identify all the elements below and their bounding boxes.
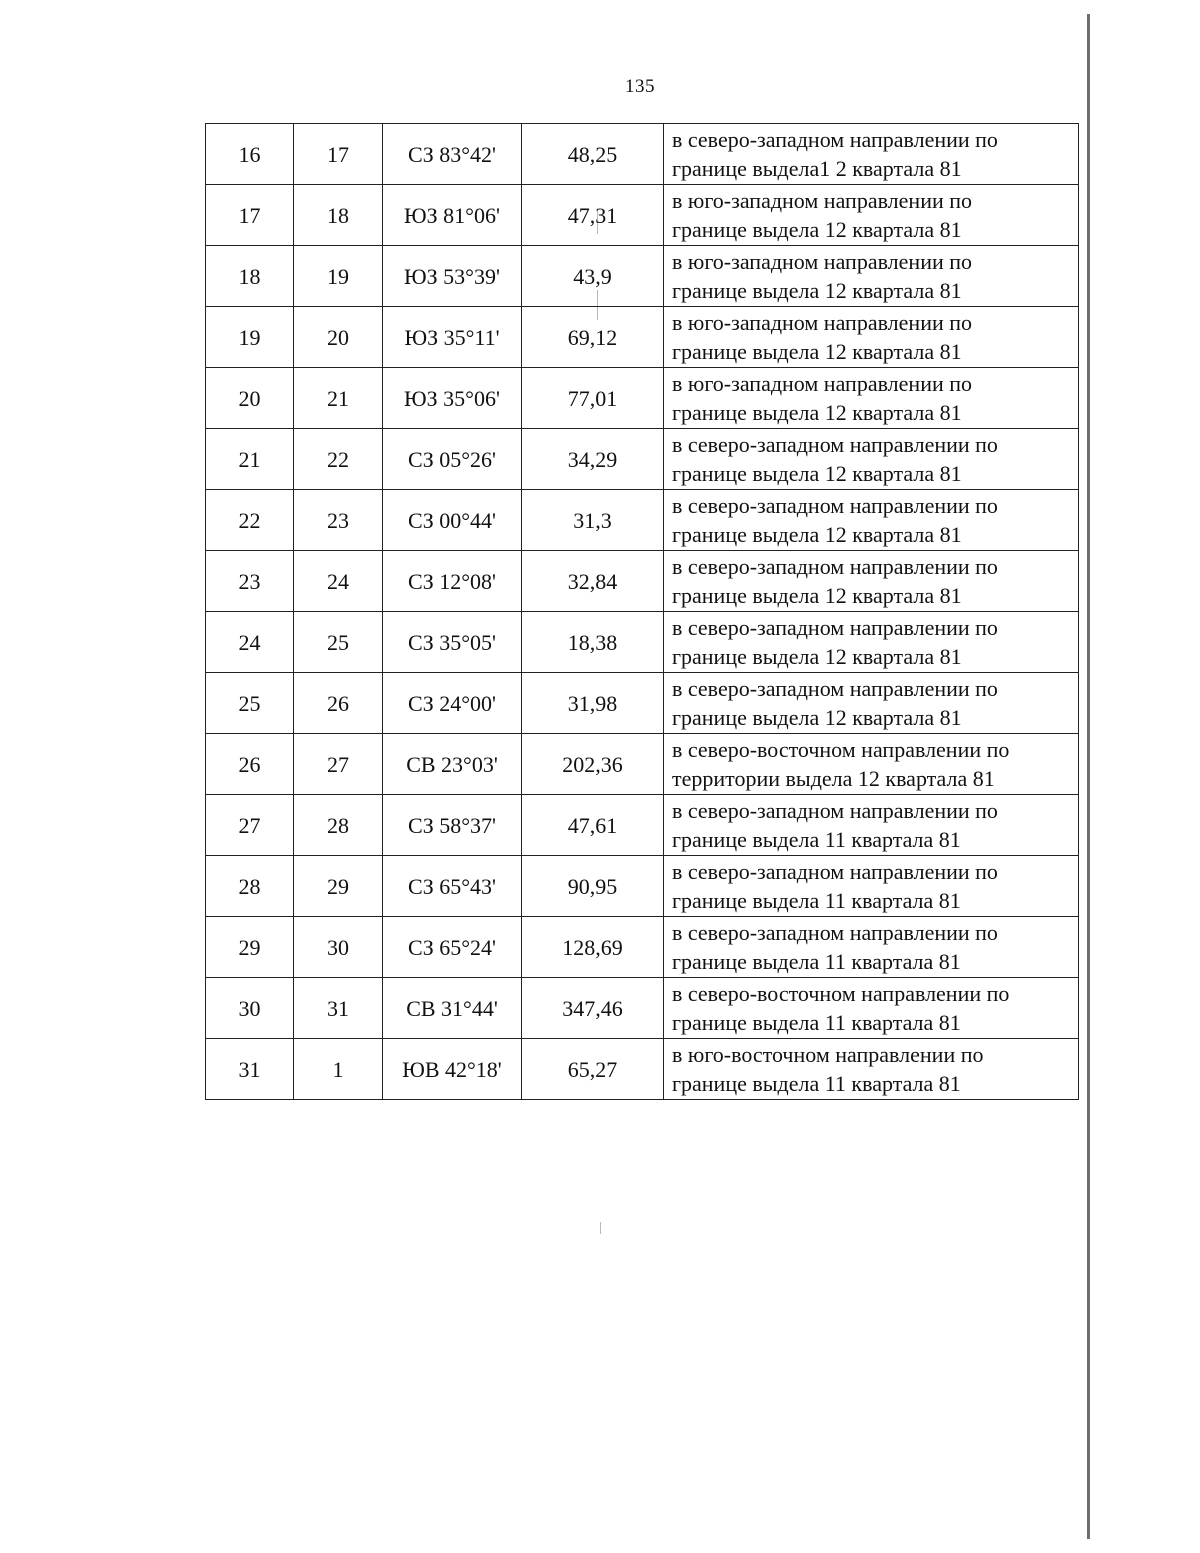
table-row: [206, 307, 1079, 368]
table-row: [206, 673, 1079, 734]
description-line: в юго-западном направлении по: [672, 188, 973, 213]
description-line: границе выдела 12 квартала 81: [672, 644, 962, 669]
table-row: [206, 917, 1079, 978]
description-cell: [664, 673, 1079, 734]
distance-cell: 18,38: [522, 612, 664, 673]
distance-cell: 128,69: [522, 917, 664, 978]
description-line: в северо-западном направлении по: [672, 920, 998, 945]
description-line: границе выдела 12 квартала 81: [672, 278, 962, 303]
description-line: в северо-западном направлении по: [672, 859, 998, 884]
to-point-cell: 21: [294, 368, 383, 429]
description-line: в юго-западном направлении по: [672, 249, 973, 274]
bearing-cell: ЮЗ 81°06': [383, 185, 522, 246]
description-line: границе выдела 12 квартала 81: [672, 339, 962, 364]
description-line: границе выдела 11 квартала 81: [672, 1010, 961, 1035]
description-line: в юго-западном направлении по: [672, 371, 973, 396]
description-line: в северо-западном направлении по: [672, 554, 998, 579]
bearing-cell: ЮЗ 53°39': [383, 246, 522, 307]
from-point-cell: 17: [206, 185, 294, 246]
from-point-cell: 21: [206, 429, 294, 490]
distance-cell: 65,27: [522, 1039, 664, 1100]
bearing-cell: СЗ 65°43': [383, 856, 522, 917]
description-cell: [664, 551, 1079, 612]
description-cell: [664, 429, 1079, 490]
table-row: [206, 490, 1079, 551]
to-point-cell: 29: [294, 856, 383, 917]
from-point-cell: 25: [206, 673, 294, 734]
bearing-cell: СЗ 35°05': [383, 612, 522, 673]
description-line: в северо-западном направлении по: [672, 615, 998, 640]
table-row: [206, 185, 1079, 246]
from-point-cell: 18: [206, 246, 294, 307]
from-point-cell: 24: [206, 612, 294, 673]
description-line: границе выдела 12 квартала 81: [672, 400, 962, 425]
description-line: границе выдела 11 квартала 81: [672, 888, 961, 913]
distance-cell: 31,3: [522, 490, 664, 551]
boundary-table: [205, 123, 1079, 1100]
from-point-cell: 30: [206, 978, 294, 1039]
table-row: [206, 795, 1079, 856]
description-line: границе выдела1 2 квартала 81: [672, 156, 962, 181]
description-line: границе выдела 11 квартала 81: [672, 827, 961, 852]
from-point-cell: 19: [206, 307, 294, 368]
description-line: границе выдела 12 квартала 81: [672, 217, 962, 242]
to-point-cell: 22: [294, 429, 383, 490]
from-point-cell: 29: [206, 917, 294, 978]
to-point-cell: 31: [294, 978, 383, 1039]
to-point-cell: 19: [294, 246, 383, 307]
description-cell: [664, 795, 1079, 856]
bearing-cell: ЮЗ 35°06': [383, 368, 522, 429]
distance-cell: 347,46: [522, 978, 664, 1039]
distance-cell: 202,36: [522, 734, 664, 795]
description-cell: [664, 978, 1079, 1039]
table-row: [206, 124, 1079, 185]
to-point-cell: 1: [294, 1039, 383, 1100]
distance-cell: 47,61: [522, 795, 664, 856]
page-number: 135: [625, 76, 655, 97]
distance-cell: 90,95: [522, 856, 664, 917]
table-row: [206, 856, 1079, 917]
description-cell: [664, 612, 1079, 673]
bearing-cell: ЮВ 42°18': [383, 1039, 522, 1100]
from-point-cell: 28: [206, 856, 294, 917]
description-line: границе выдела 12 квартала 81: [672, 705, 962, 730]
to-point-cell: 27: [294, 734, 383, 795]
description-cell: [664, 185, 1079, 246]
bearing-cell: СЗ 00°44': [383, 490, 522, 551]
distance-cell: 69,12: [522, 307, 664, 368]
description-line: в юго-западном направлении по: [672, 310, 973, 335]
description-line: границе выдела 12 квартала 81: [672, 461, 962, 486]
from-point-cell: 16: [206, 124, 294, 185]
bearing-cell: СЗ 24°00': [383, 673, 522, 734]
description-cell: [664, 856, 1079, 917]
table-row: [206, 1039, 1079, 1100]
bearing-cell: СВ 23°03': [383, 734, 522, 795]
description-line: границе выдела 12 квартала 81: [672, 583, 962, 608]
distance-cell: 43,9: [522, 246, 664, 307]
distance-cell: 31,98: [522, 673, 664, 734]
from-point-cell: 22: [206, 490, 294, 551]
to-point-cell: 26: [294, 673, 383, 734]
bearing-cell: СЗ 58°37': [383, 795, 522, 856]
description-cell: [664, 124, 1079, 185]
from-point-cell: 26: [206, 734, 294, 795]
description-line: границе выдела 11 квартала 81: [672, 949, 961, 974]
description-cell: [664, 1039, 1079, 1100]
description-line: в северо-западном направлении по: [672, 493, 998, 518]
bearing-cell: СЗ 83°42': [383, 124, 522, 185]
description-line: в юго-восточном направлении по: [672, 1042, 984, 1067]
description-line: в северо-западном направлении по: [672, 127, 998, 152]
description-line: границе выдела 12 квартала 81: [672, 522, 962, 547]
bearing-cell: СВ 31°44': [383, 978, 522, 1039]
description-cell: [664, 368, 1079, 429]
table-body: [206, 124, 1079, 1100]
bearing-cell: ЮЗ 35°11': [383, 307, 522, 368]
from-point-cell: 31: [206, 1039, 294, 1100]
from-point-cell: 23: [206, 551, 294, 612]
description-line: в северо-восточном направлении по: [672, 981, 1010, 1006]
table-row: [206, 246, 1079, 307]
scan-speck: [600, 1222, 601, 1234]
to-point-cell: 25: [294, 612, 383, 673]
description-line: границе выдела 11 квартала 81: [672, 1071, 961, 1096]
page-edge-line: [1087, 14, 1090, 1539]
table-row: [206, 368, 1079, 429]
to-point-cell: 30: [294, 917, 383, 978]
to-point-cell: 23: [294, 490, 383, 551]
distance-cell: 47,31: [522, 185, 664, 246]
to-point-cell: 24: [294, 551, 383, 612]
description-cell: [664, 917, 1079, 978]
description-line: в северо-западном направлении по: [672, 676, 998, 701]
distance-cell: 77,01: [522, 368, 664, 429]
description-line: в северо-западном направлении по: [672, 432, 998, 457]
bearing-cell: СЗ 65°24': [383, 917, 522, 978]
distance-cell: 48,25: [522, 124, 664, 185]
to-point-cell: 20: [294, 307, 383, 368]
table-row: [206, 612, 1079, 673]
from-point-cell: 20: [206, 368, 294, 429]
description-cell: [664, 246, 1079, 307]
table-row: [206, 429, 1079, 490]
from-point-cell: 27: [206, 795, 294, 856]
description-line: в северо-западном направлении по: [672, 798, 998, 823]
description-cell: [664, 734, 1079, 795]
to-point-cell: 28: [294, 795, 383, 856]
table-row: [206, 551, 1079, 612]
bearing-cell: СЗ 05°26': [383, 429, 522, 490]
description-line: в северо-восточном направлении по: [672, 737, 1010, 762]
table-row: [206, 734, 1079, 795]
description-cell: [664, 307, 1079, 368]
distance-cell: 34,29: [522, 429, 664, 490]
table-row: [206, 978, 1079, 1039]
distance-cell: 32,84: [522, 551, 664, 612]
to-point-cell: 18: [294, 185, 383, 246]
description-line: территории выдела 12 квартала 81: [672, 766, 995, 791]
description-cell: [664, 490, 1079, 551]
bearing-cell: СЗ 12°08': [383, 551, 522, 612]
to-point-cell: 17: [294, 124, 383, 185]
